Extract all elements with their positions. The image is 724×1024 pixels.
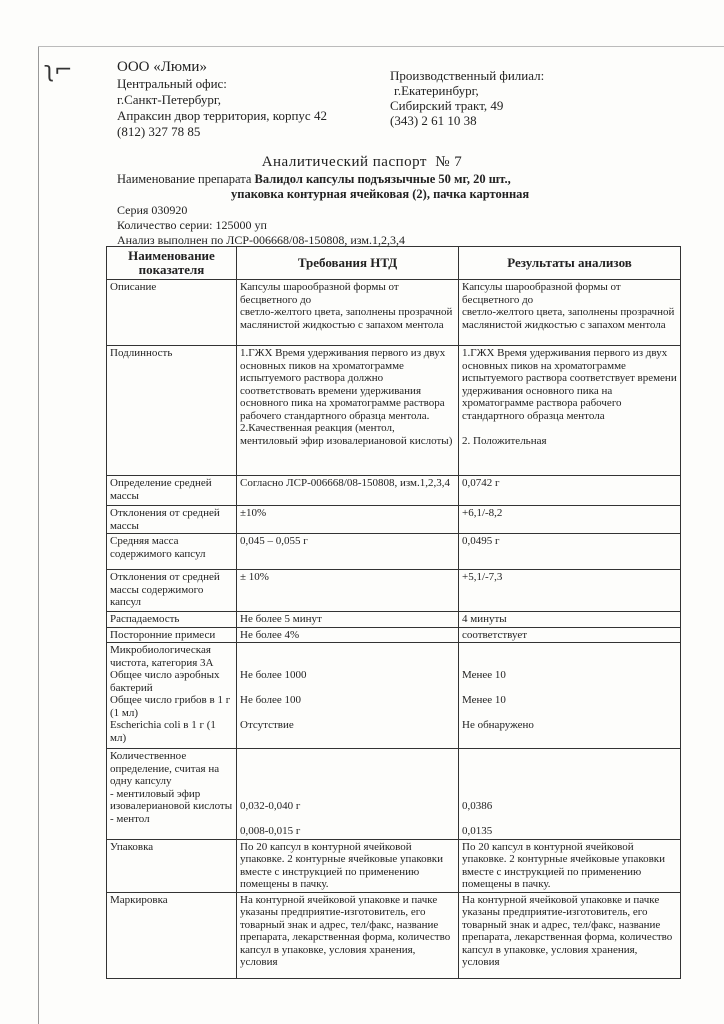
indicator-cell: Упаковка: [107, 839, 237, 892]
requirement-cell: ± 10%: [237, 570, 459, 612]
result-cell: 1.ГЖХ Время удерживания первого из двух основных пиков на хроматограмме испытуемого раствора соответствует времени удерживания основного пика на хроматограмме раствора рабочего стандартного образца ментола 2. Положительная: [459, 346, 681, 476]
table-row: [107, 534, 681, 570]
analysis-method: Анализ выполнен по ЛСР-006668/08-150808, изм.1,2,3,4: [117, 233, 405, 247]
requirement-cell: Согласно ЛСР-006668/08-150808, изм.1,2,3,4: [237, 476, 459, 506]
header-indicator: Наименование показателя: [107, 247, 237, 280]
table-row: [107, 643, 681, 749]
indicator-cell: Количественное определение, считая на одну капсулу - ментиловый эфир изовалериановой кислоты - ментол: [107, 749, 237, 840]
requirement-cell: Капсулы шарообразной формы от бесцветного до светло-желтого цвета, заполнены прозрачной маслянистой жидкостью с запахом ментола: [237, 280, 459, 346]
requirement-cell: 1.ГЖХ Время удерживания первого из двух основных пиков на хроматограмме испытуемого раствора должно соответствовать времени удерживания основного пика на хроматограмме раствора рабочего стандартного образца ментола. 2.Качественная реакция (ментол, ментиловый эфир изовалериановой кислоты): [237, 346, 459, 476]
table-row: [107, 506, 681, 534]
requirement-cell: ±10%: [237, 506, 459, 534]
header-requirements: Требования НТД: [237, 247, 459, 280]
result-cell: соответствует: [459, 627, 681, 643]
header-results: Результаты анализов: [459, 247, 681, 280]
branch-city: г.Екатеринбург,: [394, 83, 479, 98]
indicator-cell: Определение средней массы: [107, 476, 237, 506]
title-text: Аналитический паспорт: [261, 154, 427, 170]
page-top-edge: [38, 46, 724, 47]
page-title: [0, 154, 724, 171]
office-address: Апраксин двор территория, корпус 42: [117, 108, 327, 123]
drug-label: Наименование препарата: [117, 172, 252, 186]
result-cell: +5,1/-7,3: [459, 570, 681, 612]
result-cell: 0,0386 0,0135: [459, 749, 681, 840]
branch-header: [390, 68, 544, 128]
company-name: ООО «Люми»: [117, 59, 207, 75]
table-header-row: [107, 247, 681, 280]
indicator-cell: Посторонние примеси: [107, 627, 237, 643]
result-cell: Менее 10 Менее 10 Не обнаружено: [459, 643, 681, 749]
series: Серия 030920: [117, 203, 188, 217]
result-cell: 4 минуты: [459, 612, 681, 628]
table-row: [107, 280, 681, 346]
requirement-cell: На контурной ячейковой упаковке и пачке указаны предприятие-изготовитель, его товарный знак и адрес, тел/факс, название препарата, лекарственная форма, количество капсул в упаковке, условия хранения, условия: [237, 892, 459, 978]
result-cell: 0,0495 г: [459, 534, 681, 570]
analysis-table: [106, 246, 681, 979]
indicator-cell: Описание: [107, 280, 237, 346]
branch-address: Сибирский тракт, 49: [390, 98, 504, 113]
branch-label: Производственный филиал:: [390, 68, 545, 83]
page-left-edge: [38, 46, 39, 1024]
table-body: [107, 280, 681, 979]
requirement-cell: Не более 5 минут: [237, 612, 459, 628]
table-row: [107, 476, 681, 506]
quantity: Количество серии: 125000 уп: [117, 218, 267, 232]
batch-meta: [117, 203, 405, 248]
result-cell: По 20 капсул в контурной ячейковой упаковке. 2 контурные ячейковые упаковки вместе с инструкцией по применению помещены в пачку.: [459, 839, 681, 892]
table-row: [107, 627, 681, 643]
drug-name-line2: упаковка контурная ячейковая (2), пачка картонная: [231, 187, 530, 201]
requirement-cell: Не более 4%: [237, 627, 459, 643]
handwritten-mark-icon: ʅ⌐: [44, 58, 73, 83]
indicator-cell: Отклонения от средней массы: [107, 506, 237, 534]
drug-name-line1: Валидол капсулы подъязычные 50 мг, 20 шт.,: [254, 172, 511, 186]
indicator-cell: Распадаемость: [107, 612, 237, 628]
result-cell: +6,1/-8,2: [459, 506, 681, 534]
requirement-cell: Не более 1000 Не более 100 Отсутствие: [237, 643, 459, 749]
indicator-cell: Подлинность: [107, 346, 237, 476]
office-label: Центральный офис:: [117, 76, 227, 91]
company-header: [117, 58, 327, 140]
office-phone: (812) 327 78 85: [117, 124, 201, 139]
requirement-cell: По 20 капсул в контурной ячейковой упаковке. 2 контурные ячейковые упаковки вместе с инструкцией по применению помещены в пачку.: [237, 839, 459, 892]
table-row: [107, 839, 681, 892]
result-cell: 0,0742 г: [459, 476, 681, 506]
table-row: [107, 346, 681, 476]
table-row: [107, 570, 681, 612]
branch-phone: (343) 2 61 10 38: [390, 113, 477, 128]
indicator-cell: Микробиологическая чистота, категория 3А Общее число аэробных бактерий Общее число грибов в 1 г (1 мл) Escherichia coli в 1 г (1 мл): [107, 643, 237, 749]
office-city: г.Санкт-Петербург,: [117, 92, 222, 107]
table-row: [107, 749, 681, 840]
table-row: [107, 892, 681, 978]
title-number: № 7: [435, 154, 463, 170]
result-cell: Капсулы шарообразной формы от бесцветного до светло-желтого цвета, заполнены прозрачной маслянистой жидкостью с запахом ментола: [459, 280, 681, 346]
drug-info: [117, 172, 529, 202]
requirement-cell: 0,032-0,040 г 0,008-0,015 г: [237, 749, 459, 840]
requirement-cell: 0,045 – 0,055 г: [237, 534, 459, 570]
indicator-cell: Средняя масса содержимого капсул: [107, 534, 237, 570]
indicator-cell: Отклонения от средней массы содержимого капсул: [107, 570, 237, 612]
indicator-cell: Маркировка: [107, 892, 237, 978]
result-cell: На контурной ячейковой упаковке и пачке указаны предприятие-изготовитель, его товарный знак и адрес, тел/факс, название препарата, лекарственная форма, количество капсул в упаковке, условия хранения, условия: [459, 892, 681, 978]
table-row: [107, 612, 681, 628]
